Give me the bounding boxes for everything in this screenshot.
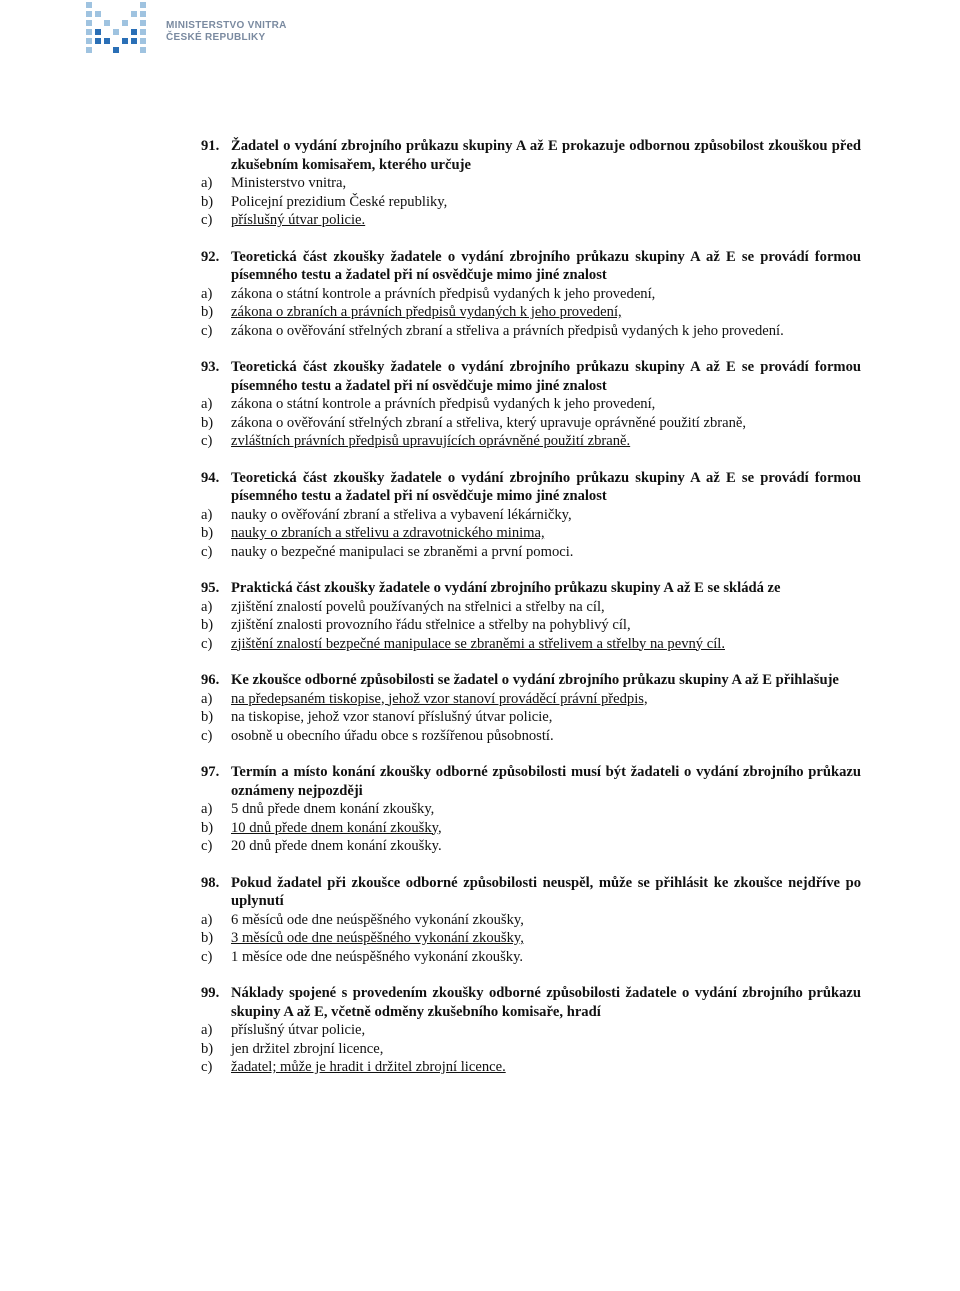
option-text: zákona o ověřování střelných zbraní a střeliva, který upravuje oprávněné použití zbraně,: [231, 414, 747, 431]
correct-answer-text: 10 dnů přede dnem konání zkoušky,: [231, 819, 442, 836]
answer-option: [201, 635, 861, 654]
option-letter: c): [201, 635, 213, 652]
question-94: [201, 469, 861, 562]
question-heading: [201, 137, 861, 174]
question-number: 99.: [201, 985, 220, 1001]
answer-option: [201, 303, 861, 322]
question-text: Teoretická část zkoušky žadatele o vydání zbrojního průkazu skupiny A až E se provádí formou písemného testu a žadatel při ní osvědčuje mimo jiné znalost: [231, 359, 861, 394]
question-number: 91.: [201, 138, 220, 154]
answer-option: [201, 285, 861, 304]
answer-option: [201, 524, 861, 543]
option-text: 1 měsíce ode dne neúspěšného vykonání zkoušky.: [231, 948, 524, 965]
question-heading: [201, 248, 861, 285]
option-letter: c): [201, 838, 213, 854]
option-letter: b): [201, 304, 214, 320]
question-number: 96.: [201, 672, 220, 688]
answer-option: [201, 506, 861, 525]
question-96: [201, 671, 861, 745]
question-number: 93.: [201, 359, 220, 375]
option-text: příslušný útvar policie,: [231, 1022, 366, 1038]
answer-option: [201, 690, 861, 709]
question-number: 95.: [201, 580, 220, 596]
option-letter: c): [201, 212, 213, 228]
correct-answer-text: příslušný útvar policie.: [231, 212, 366, 228]
question-text: Praktická část zkoušky žadatele o vydání zbrojního průkazu skupiny A až E se skládá ze: [231, 580, 781, 596]
correct-answer-text: na předepsaném tiskopise, jehož vzor stanoví prováděcí právní předpis,: [231, 690, 648, 707]
option-text: zjištění znalosti provozního řádu střelnice a střelby na pohyblivý cíl,: [231, 617, 631, 633]
answer-option: [201, 414, 861, 433]
question-heading: [201, 763, 861, 800]
option-letter: b): [201, 930, 214, 946]
option-letter: c): [201, 727, 213, 744]
question-92: [201, 248, 861, 341]
answer-option: [201, 948, 861, 967]
option-text: na tiskopise, jehož vzor stanoví příslušný útvar policie,: [231, 709, 553, 725]
answer-option: [201, 708, 861, 727]
correct-answer-text: žadatel; může je hradit i držitel zbrojní licence.: [231, 1059, 506, 1075]
option-text: zákona o ověřování střelných zbraní a střeliva a právních předpisů vydaných k jeho provedení.: [231, 322, 784, 339]
question-text: Náklady spojené s provedením zkoušky odborné způsobilosti žadatele o vydání zbrojního průkazu skupiny A až E, včetně odměny zkušebního komisaře, hradí: [231, 985, 861, 1020]
question-97: [201, 763, 861, 856]
option-text: 5 dnů přede dnem konání zkoušky,: [231, 801, 435, 817]
question-text: Pokud žadatel při zkoušce odborné způsobilosti neuspěl, může se přihlásit ke zkoušce nejdříve po uplynutí: [231, 874, 861, 909]
question-text: Ke zkoušce odborné způsobilosti se žadatel o vydání zbrojního průkazu skupiny A až E přihlašuje: [231, 672, 839, 688]
question-text: Termín a místo konání zkoušky odborné způsobilosti musí být žadateli o vydání zbrojního průkazu oznámeny nejpozději: [231, 764, 861, 799]
answer-option: [201, 174, 861, 193]
question-text: Teoretická část zkoušky žadatele o vydání zbrojního průkazu skupiny A až E se provádí formou písemného testu a žadatel při ní osvědčuje mimo jiné znalost: [231, 469, 861, 504]
question-number: 97.: [201, 764, 220, 780]
option-letter: a): [201, 1022, 213, 1038]
option-letter: b): [201, 193, 214, 210]
question-91: [201, 137, 861, 230]
option-text: 20 dnů přede dnem konání zkoušky.: [231, 838, 442, 854]
answer-option: [201, 837, 861, 856]
option-text: nauky o bezpečné manipulaci se zbraněmi a první pomoci.: [231, 543, 574, 560]
answer-option: [201, 322, 861, 341]
option-letter: c): [201, 948, 213, 965]
option-letter: a): [201, 690, 213, 707]
option-letter: a): [201, 175, 213, 191]
option-letter: b): [201, 709, 214, 725]
question-number: 92.: [201, 248, 220, 265]
correct-answer-text: zákona o zbraních a právních předpisů vydaných k jeho provedení,: [231, 304, 622, 320]
question-heading: [201, 579, 861, 598]
correct-answer-text: zjištění znalostí bezpečné manipulace se zbraněmi a střelivem a střelby na pevný cíl.: [231, 635, 725, 652]
option-letter: a): [201, 506, 213, 523]
question-number: 98.: [201, 874, 220, 891]
answer-option: [201, 395, 861, 414]
option-text: zákona o státní kontrole a právních předpisů vydaných k jeho provedení,: [231, 285, 656, 302]
option-letter: c): [201, 322, 213, 339]
option-text: osobně u obecního úřadu obce s rozšířenou působností.: [231, 727, 554, 744]
option-letter: a): [201, 285, 213, 302]
question-98: [201, 874, 861, 967]
answer-option: [201, 543, 861, 562]
option-letter: a): [201, 911, 213, 928]
question-99: [201, 984, 861, 1077]
option-text: jen držitel zbrojní licence,: [231, 1040, 384, 1057]
answer-option: [201, 819, 861, 838]
option-letter: a): [201, 801, 213, 817]
question-number: 94.: [201, 469, 220, 486]
answer-option: [201, 616, 861, 635]
ministry-logo-text: [166, 20, 287, 44]
answer-option: [201, 727, 861, 746]
ministry-logo-icon: [86, 2, 162, 54]
option-text: 6 měsíců ode dne neúspěšného vykonání zkoušky,: [231, 911, 524, 928]
ministry-logo: [86, 2, 296, 54]
correct-answer-text: 3 měsíců ode dne neúspěšného vykonání zkoušky,: [231, 930, 524, 946]
option-text: Policejní prezidium České republiky,: [231, 193, 448, 210]
question-93: [201, 358, 861, 451]
option-letter: b): [201, 1040, 214, 1057]
answer-option: [201, 211, 861, 230]
option-letter: a): [201, 598, 213, 615]
answer-option: [201, 800, 861, 819]
correct-answer-text: nauky o zbraních a střelivu a zdravotnického minima,: [231, 525, 545, 541]
answer-option: [201, 1058, 861, 1077]
question-heading: [201, 984, 861, 1021]
option-text: nauky o ověřování zbraní a střeliva a vybavení lékárničky,: [231, 506, 572, 523]
question-heading: [201, 874, 861, 911]
answer-option: [201, 193, 861, 212]
logo-line2: ČESKÉ REPUBLIKY: [166, 32, 266, 43]
question-heading: [201, 671, 861, 690]
answer-option: [201, 432, 861, 451]
option-letter: a): [201, 396, 213, 412]
option-letter: b): [201, 414, 214, 431]
question-95: [201, 579, 861, 653]
option-letter: c): [201, 433, 213, 449]
correct-answer-text: zvláštních právních předpisů upravujících oprávněné použití zbraně.: [231, 433, 631, 449]
option-letter: b): [201, 819, 214, 836]
answer-option: [201, 1021, 861, 1040]
answer-option: [201, 1040, 861, 1059]
question-list: [201, 137, 861, 1095]
option-letter: c): [201, 1059, 213, 1075]
answer-option: [201, 929, 861, 948]
option-letter: b): [201, 525, 214, 541]
logo-line1: MINISTERSTVO VNITRA: [166, 20, 287, 31]
option-letter: c): [201, 543, 213, 560]
option-text: zjištění znalostí povelů používaných na střelnici a střelby na cíl,: [231, 598, 605, 615]
question-heading: [201, 469, 861, 506]
question-heading: [201, 358, 861, 395]
question-text: Teoretická část zkoušky žadatele o vydání zbrojního průkazu skupiny A až E se provádí formou písemného testu a žadatel při ní osvědčuje mimo jiné znalost: [231, 248, 861, 283]
option-text: Ministerstvo vnitra,: [231, 175, 347, 191]
answer-option: [201, 598, 861, 617]
option-letter: b): [201, 617, 214, 633]
option-text: zákona o státní kontrole a právních předpisů vydaných k jeho provedení,: [231, 396, 656, 412]
question-text: Žadatel o vydání zbrojního průkazu skupiny A až E prokazuje odbornou způsobilost zkouškou před zkušebním komisařem, kterého určuje: [231, 138, 861, 173]
answer-option: [201, 911, 861, 930]
